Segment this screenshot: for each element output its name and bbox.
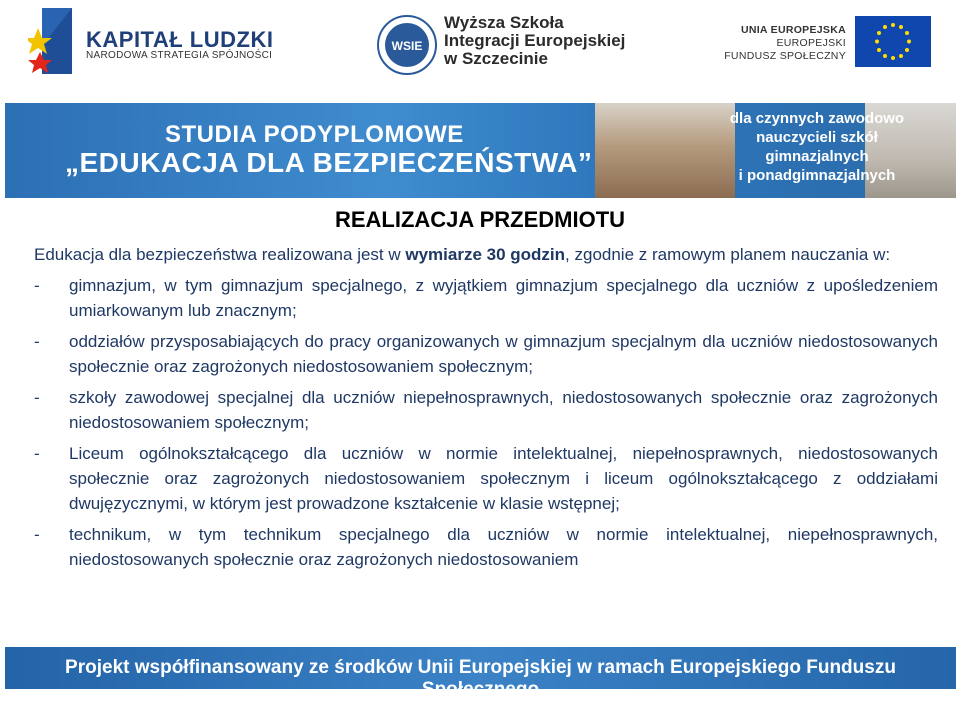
eu-flag-icon [855, 16, 931, 67]
list-dash: - [34, 525, 40, 544]
footer-text: Projekt współfinansowany ze środków Unii Europejskiej w ramach Europejskiego Funduszu Społecznego [65, 657, 896, 700]
list-item [34, 441, 938, 516]
kapital-ludzki-title: KAPITAŁ LUDZKI [86, 27, 274, 52]
wsie-name-line-1: Wyższa Szkoła [444, 13, 564, 32]
ue-label-line-2: EUROPEJSKI [776, 37, 846, 49]
banner-side-caption [727, 109, 907, 185]
wsie-logo [376, 14, 438, 76]
kapital-ludzki-logo [28, 6, 74, 76]
content-body [34, 242, 938, 578]
course-banner [5, 103, 956, 198]
section-title: REALIZACJA PRZEDMIOTU [334, 207, 626, 232]
list-item-text: gimnazjum, w tym gimnazjum specjalnego, z wyjątkiem gimnazjum specjalnego dla uczniów z upośledzeniem umiarkowanym lub znacznym; [69, 276, 938, 320]
list-dash: - [34, 444, 40, 463]
banner-line-2: „EDUKACJA DLA BEZPIECZEŃSTWA” [65, 147, 593, 178]
wsie-badge-text: WSIE [391, 39, 423, 53]
list-dash: - [34, 276, 40, 295]
list-item-text: szkoły zawodowej specjalnej dla uczniów niepełnosprawnych, niedostosowanych społecznie oraz zagrożonych niedostosowaniem społecznym; [69, 388, 938, 432]
banner-side-line-2: nauczycieli szkół [756, 129, 878, 146]
banner-side-line-1: dla czynnych zawodowo [729, 110, 905, 127]
intro-text-before: Edukacja dla bezpieczeństwa realizowana jest w [34, 245, 406, 264]
list-dash: - [34, 332, 40, 351]
intro-text-bold: wymiarze 30 godzin [405, 245, 566, 264]
intro-text-after: , zgodnie z ramowym planem nauczania w: [565, 245, 891, 264]
list-item [34, 385, 938, 435]
banner-side-line-4: i ponadgimnazjalnych [738, 167, 896, 184]
list-item [34, 522, 938, 572]
list-item [34, 329, 938, 379]
logo-strip [0, 0, 960, 100]
ue-label-line-1: UNIA EUROPEJSKA [740, 24, 846, 36]
list-item-text: technikum, w tym technikum specjalnego dla uczniów w normie intelektualnej, niepełnosprawnych, niedostosowanych społecznie oraz zagrożonych niedostosowaniem [69, 525, 938, 569]
banner-line-1: STUDIA PODYPLOMOWE [165, 121, 464, 148]
list-item [34, 273, 938, 323]
ue-label-line-3: FUNDUSZ SPOŁECZNY [724, 50, 846, 62]
intro-paragraph [34, 242, 938, 267]
banner-side-line-3: gimnazjalnych [765, 148, 869, 165]
kapital-ludzki-subtitle: NARODOWA STRATEGIA SPÓJNOŚCI [86, 50, 273, 61]
list-item-text: oddziałów przysposabiających do pracy organizowanych w gimnazjum specjalnym dla uczniów niedostosowanych społecznie oraz zagrożonych niedostosowaniem społecznym; [69, 332, 938, 376]
wsie-name-line-3: w Szczecinie [444, 49, 548, 68]
footer-bar [5, 647, 956, 700]
list-item-text: Liceum ogólnokształcącego dla uczniów w normie intelektualnej, niepełnosprawnych, niedostosowanych społecznie oraz zagrożonych niedostosowaniem społecznym i liceum ogólnokształcącego z oddziałami dwujęzycznymi, w którym jest prowadzone kształcenie w klasie wstępnej; [69, 444, 938, 513]
wsie-name-line-2: Integracji Europejskiej [444, 31, 626, 50]
banner-photo-students [595, 103, 735, 198]
list-dash: - [34, 388, 40, 407]
